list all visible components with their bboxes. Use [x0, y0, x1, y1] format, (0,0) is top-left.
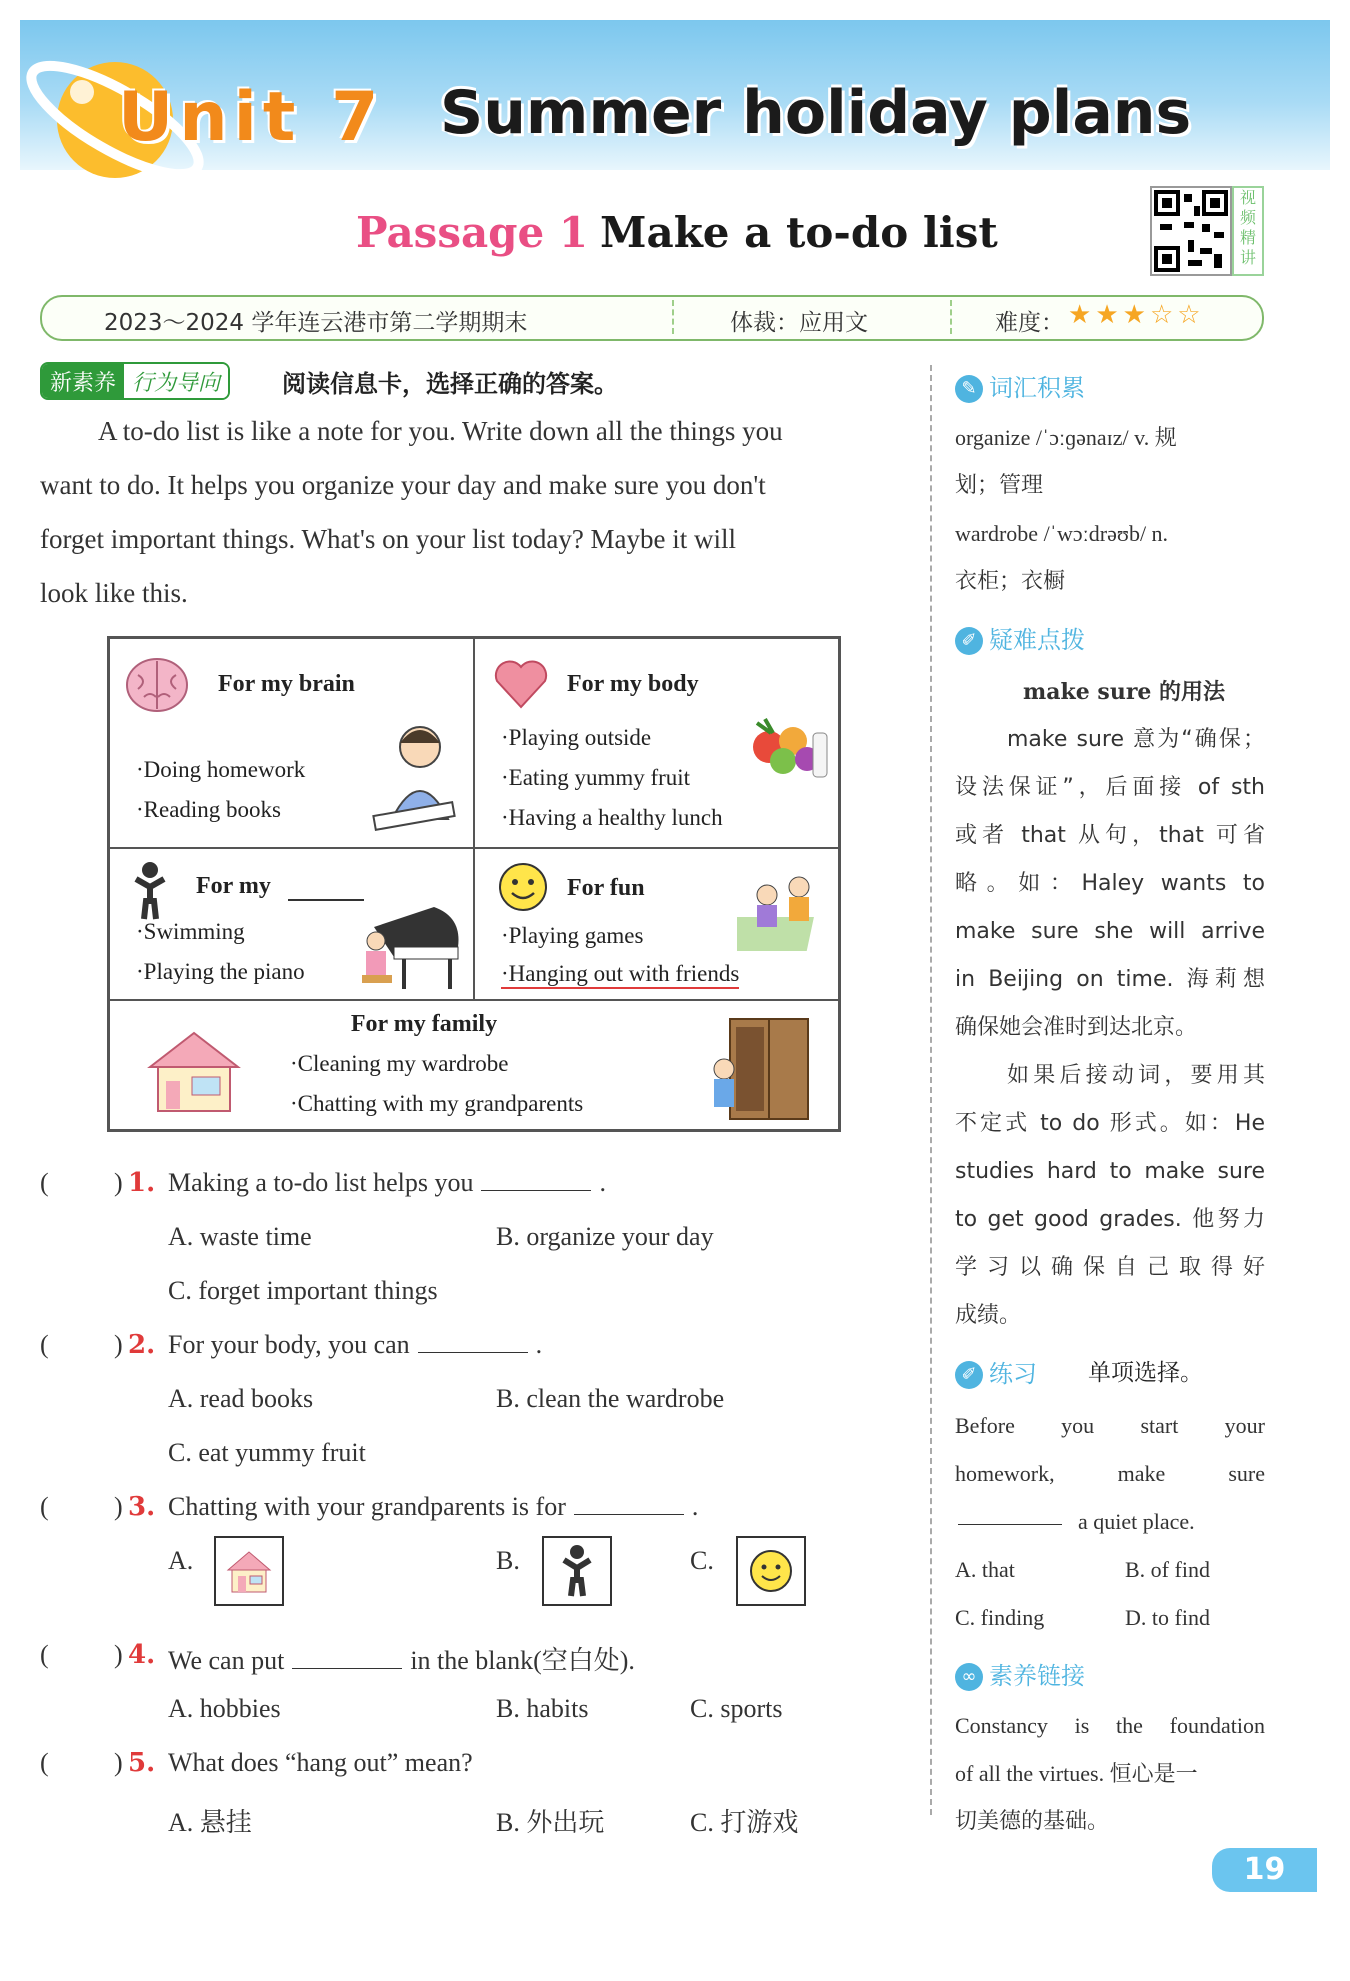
practice-blank[interactable] [958, 1524, 1062, 1525]
cell-item: ·Playing the piano [136, 959, 305, 984]
tips-line: 略。如：Haley wants to [955, 871, 1265, 896]
answer-blank[interactable] [481, 1172, 591, 1191]
tips-line: 如果后接动词，要用其 [1007, 1063, 1265, 1088]
cell-item: ·Eating yummy fruit [501, 765, 691, 790]
cell-brain [109, 638, 474, 848]
vocab-entry: wardrobe /ˈwɔːdrəʊb/ n. [955, 521, 1169, 546]
passage-line: forget important things. What's on your list today? Maybe it will [40, 524, 737, 554]
fruit-basket-icon [743, 703, 833, 789]
cell-title: For my body [567, 671, 699, 697]
question-paren[interactable]: ( [40, 1168, 49, 1197]
option-b[interactable]: B. clean the wardrobe [496, 1384, 725, 1413]
practice-line: homework, make sure [955, 1461, 1265, 1486]
tips-line: 学习以确保自己取得好 [955, 1255, 1265, 1280]
task-badge-b: 行为导向 [124, 364, 228, 398]
pencil-icon: ✐ [955, 1361, 983, 1389]
vocab-entry: 划；管理 [955, 473, 1044, 498]
practice-line: a quiet place. [1078, 1509, 1195, 1534]
info-divider [950, 300, 952, 334]
question-number: 2. [128, 1330, 156, 1360]
page-number: 19 [1212, 1848, 1317, 1892]
question-paren-close: ) [114, 1168, 123, 1197]
question-number: 5. [128, 1748, 156, 1778]
option-a[interactable]: A. read books [168, 1384, 314, 1413]
option-b[interactable]: B. [496, 1546, 520, 1575]
link-icon: ∞ [955, 1663, 983, 1691]
boy-studying-icon [370, 719, 466, 839]
vocab-header-label: 词汇积累 [989, 374, 1085, 402]
option-a[interactable]: A. waste time [168, 1222, 312, 1251]
info-divider [672, 300, 674, 334]
tips-line: 不定式 to do 形式。如：He [955, 1111, 1265, 1136]
cell-item: ·Hanging out with friends [501, 961, 739, 989]
passage-title: Make a to-do list [600, 208, 998, 257]
question-paren-close: ) [114, 1492, 123, 1521]
option-c[interactable]: C. forget important things [168, 1276, 438, 1305]
question-stem [168, 1640, 635, 1677]
cell-fun [474, 848, 839, 1000]
house-icon [144, 1025, 244, 1115]
cell-title: For fun [567, 875, 645, 901]
answer-blank[interactable] [292, 1650, 402, 1669]
link-line: 切美德的基础。 [955, 1809, 1110, 1834]
cell-item: ·Playing games [501, 923, 644, 948]
question-number: 4. [128, 1640, 156, 1670]
heart-icon [491, 655, 551, 711]
practice-instruction: 单项选择。 [1088, 1360, 1203, 1386]
link-line: of all the virtues. 恒心是一 [955, 1761, 1198, 1786]
option-a[interactable]: A. 悬挂 [168, 1808, 252, 1837]
option-c[interactable]: C. sports [690, 1694, 783, 1723]
qr-code-icon[interactable] [1150, 186, 1232, 276]
option-b[interactable]: B. habits [496, 1694, 589, 1723]
person-option-icon[interactable] [542, 1536, 612, 1606]
cell-item: ·Chatting with my grandparents [290, 1091, 584, 1116]
answer-blank[interactable] [574, 1496, 684, 1515]
passage-line: A to-do list is like a note for you. Write down all the things you [98, 416, 783, 446]
genre-text: 体裁：应用文 [730, 310, 868, 336]
tips-line: make sure 意为“确保； [1007, 727, 1265, 752]
smiley-option-icon[interactable] [736, 1536, 806, 1606]
vocab-entry: organize /ˈɔːɡənaɪz/ v. 规 [955, 425, 1177, 450]
question-stem-a: For your body, you can [168, 1330, 410, 1359]
question-stem-a: Chatting with your grandparents is for [168, 1492, 566, 1521]
column-divider [930, 365, 932, 1815]
question-stem-b: . [535, 1330, 543, 1359]
cell-body [474, 638, 839, 848]
cell-item: ·Cleaning my wardrobe [290, 1051, 509, 1076]
brain-icon [124, 655, 190, 715]
question-number: 1. [128, 1168, 156, 1198]
cell-hobbies [109, 848, 474, 1000]
smiley-icon [497, 861, 549, 913]
tips-line: studies hard to make sure [955, 1159, 1265, 1184]
practice-option-d[interactable]: D. to find [1125, 1605, 1210, 1630]
option-c[interactable]: C. eat yummy fruit [168, 1438, 366, 1467]
tips-title: make sure 的用法 [1023, 679, 1226, 705]
question-stem-b: in the blank(空白处). [410, 1646, 635, 1675]
tips-header-label: 疑难点拨 [989, 626, 1085, 654]
tips-line: 或者 that 从句，that 可省 [955, 823, 1265, 848]
difficulty-stars-icon: ★★★☆☆ [1068, 300, 1205, 330]
info-card-table [107, 636, 841, 1132]
question-stem-b: . [691, 1492, 699, 1521]
practice-option-b[interactable]: B. of find [1125, 1557, 1210, 1582]
option-b[interactable]: B. 外出玩 [496, 1808, 605, 1837]
tips-line: 成绩。 [955, 1303, 1022, 1328]
cell-title: For my brain [218, 671, 355, 697]
question-stem [168, 1330, 542, 1360]
cell-item: ·Having a healthy lunch [501, 805, 723, 830]
cell-family [109, 1000, 839, 1130]
question-number: 3. [128, 1492, 156, 1522]
cell-title: For my family [350, 1011, 498, 1037]
practice-header [955, 1354, 1037, 1389]
unit-title: Summer holiday plans [440, 78, 1192, 148]
tips-line: in Beijing on time. 海莉想 [955, 967, 1265, 992]
link-header-label: 素养链接 [989, 1662, 1085, 1690]
tips-header [955, 620, 1085, 655]
cell-item: ·Doing homework [136, 757, 306, 782]
question-paren[interactable]: ( [40, 1330, 49, 1359]
cell-item: ·Playing outside [501, 725, 652, 750]
book-icon: ✎ [955, 375, 983, 403]
task-badge-a: 新素养 [42, 364, 124, 398]
cell-title-blank [288, 899, 364, 901]
practice-option-c[interactable]: C. finding [955, 1605, 1045, 1630]
passage-label: Passage 1 [356, 208, 589, 257]
question-paren[interactable]: ( [40, 1748, 49, 1777]
option-b[interactable]: B. organize your day [496, 1222, 714, 1251]
question-paren-close: ) [114, 1748, 123, 1777]
task-badge [40, 362, 230, 400]
question-stem-a: Making a to-do list helps you [168, 1168, 474, 1197]
question-paren-close: ) [114, 1640, 123, 1669]
task-instruction: 阅读信息卡，选择正确的答案。 [282, 370, 618, 398]
vocab-entry: 衣柜；衣橱 [955, 569, 1066, 594]
qr-side-label: 视频精讲 [1232, 186, 1264, 276]
answer-blank[interactable] [418, 1334, 528, 1353]
passage-line: want to do. It helps you organize your day and make sure you don't [40, 470, 766, 500]
tips-line: make sure she will arrive [955, 919, 1265, 944]
option-c[interactable]: C. [690, 1546, 714, 1575]
link-line: Constancy is the foundation [955, 1713, 1265, 1738]
person-icon [132, 861, 168, 921]
link-header [955, 1656, 1085, 1691]
passage-line: look like this. [40, 578, 188, 608]
unit-label: Unit 7 [118, 78, 385, 157]
vocab-header [955, 368, 1085, 403]
option-c[interactable]: C. 打游戏 [690, 1808, 799, 1837]
source-text: 2023～2024 学年连云港市第二学期期末 [104, 310, 528, 336]
house-option-icon[interactable] [214, 1536, 284, 1606]
question-stem-a: What does “hang out” mean? [168, 1748, 473, 1777]
option-a[interactable]: A. [168, 1546, 194, 1575]
question-stem [168, 1748, 473, 1778]
question-paren[interactable]: ( [40, 1640, 49, 1669]
question-paren[interactable]: ( [40, 1492, 49, 1521]
question-stem-b: . [599, 1168, 606, 1197]
tips-line: 设法保证”，后面接 of sth [955, 775, 1265, 800]
wardrobe-icon [708, 1015, 812, 1123]
cell-item: ·Reading books [136, 797, 282, 822]
difficulty-label: 难度： [995, 310, 1064, 336]
practice-header-label: 练习 [989, 1360, 1037, 1388]
question-paren-close: ) [114, 1330, 123, 1359]
question-stem [168, 1492, 698, 1522]
question-stem-a: We can put [168, 1646, 285, 1675]
option-a[interactable]: A. hobbies [168, 1694, 281, 1723]
piano-girl-icon [354, 897, 466, 993]
kids-playing-icon [737, 865, 829, 955]
tips-line: to get good grades. 他努力 [955, 1207, 1265, 1232]
pencil-icon: ✐ [955, 627, 983, 655]
cell-title: For my [196, 873, 271, 899]
question-stem [168, 1168, 606, 1198]
cell-item: ·Swimming [136, 919, 245, 944]
practice-option-a[interactable]: A. that [955, 1557, 1015, 1582]
practice-line: Before you start your [955, 1413, 1265, 1438]
tips-line: 确保她会准时到达北京。 [955, 1015, 1198, 1040]
